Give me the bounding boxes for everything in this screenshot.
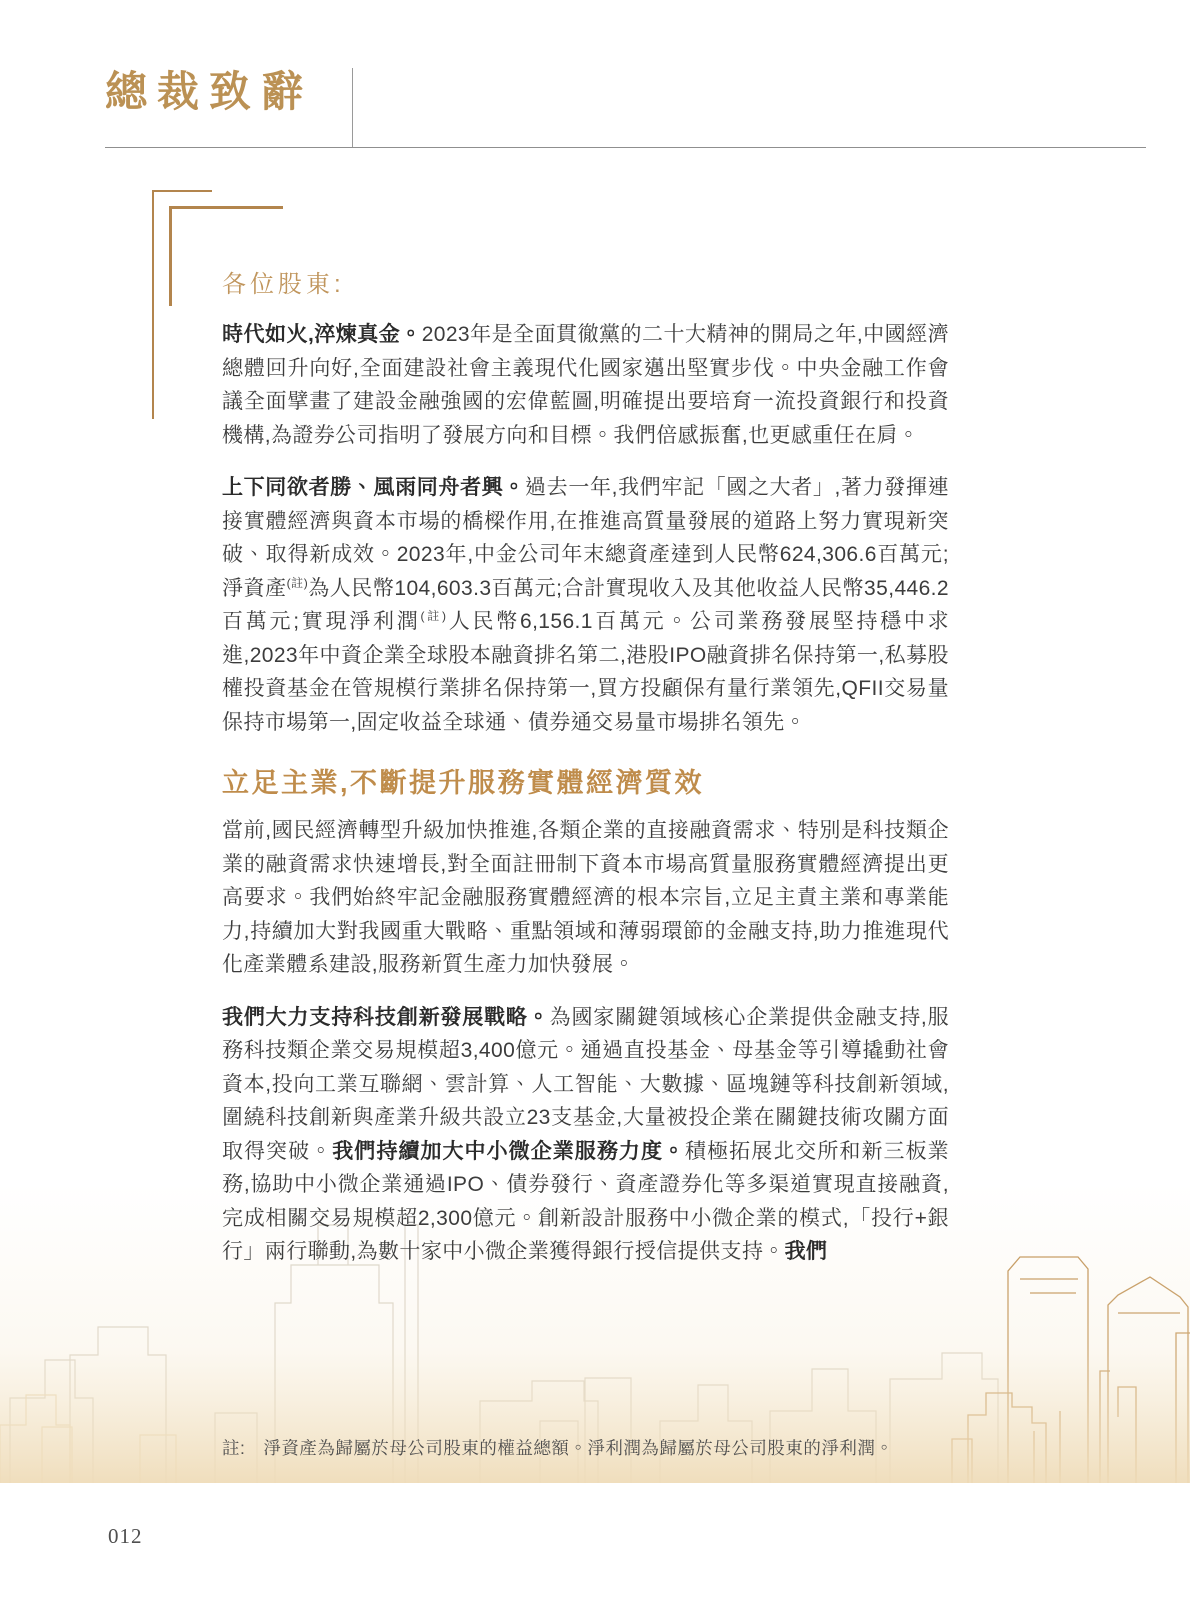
section-heading: 立足主業,不斷提升服務實體經濟質效 bbox=[222, 768, 705, 798]
paragraph-1-text: 2023年是全面貫徹黨的二十大精神的開局之年,中國經濟總體回升向好,全面建設社會主義現代化國家邁出堅實步伐。中央金融工作會議全面擘畫了建設金融強國的宏偉藍圖,明確提出要培育一流投資銀行和投資機構,為證券公司指明了發展方向和目標。我們倍感振奮,也更感重任在肩。 bbox=[222, 323, 949, 447]
title-horizontal-rule bbox=[105, 147, 1146, 148]
footnote-marker: (註) bbox=[286, 575, 309, 590]
title-vertical-rule bbox=[352, 68, 353, 147]
letter-body bbox=[222, 318, 949, 1288]
paragraph-1-lead: 時代如火,淬煉真金。 bbox=[222, 323, 422, 346]
footnote-label: 註: bbox=[222, 1438, 246, 1458]
salutation: 各位股東: bbox=[222, 271, 345, 298]
paragraph-4-text-1: 為國家關鍵領域核心企業提供金融支持,服務科技類企業交易規模超3,400億元。通過直投基金、母基金等引導撬動社會資本,投向工業互聯網、雲計算、人工智能、大數據、區塊鏈等科技創新領域,圍繞科技創新與產業升級共設立23支基金,大量被投企業在關鍵技術攻關方面取得突破。 bbox=[222, 1005, 950, 1163]
paragraph-3-text: 當前,國民經濟轉型升級加快推進,各類企業的直接融資需求、特別是科技類企業的融資需求快速增長,對全面註冊制下資本市場高質量服務實體經濟提出更高要求。我們始終牢記金融服務實體經濟的根本宗旨,立足主責主業和專業能力,持續加大對我國重大戰略、重點領域和薄弱環節的金融支持,助力推進現代化產業體系建設,服務新質生產力加快發展。 bbox=[222, 819, 949, 977]
footnote-marker: (註) bbox=[420, 609, 447, 623]
page-title: 總裁致辭 bbox=[105, 70, 314, 116]
paragraph-4-text-2: 積極拓展北交所和新三板業務,協助中小微企業通過IPO、債券發行、資產證券化等多渠道實現直接融資,完成相關交易規模超2,300億元。創新設計服務中小微企業的模式,「投行+銀行」兩行聯動,為數十家中小微企業獲得銀行授信提供支持。 bbox=[222, 1139, 949, 1264]
paragraph-4-lead: 我們大力支持科技創新發展戰略。 bbox=[222, 1005, 550, 1029]
paragraph-4-tail: 我們 bbox=[784, 1240, 828, 1264]
paragraph-2-text-3: 人民幣6,156.1百萬元。公司業務發展堅持穩中求進,2023年中資企業全球股本融資排名第二,港股IPO融資排名保持第一,私募股權投資基金在管規模行業排名保持第一,買方投顧保有量行業領先,QFII交易量保持市場第一,固定收益全球通、債券通交易量市場排名領先。 bbox=[222, 610, 949, 734]
footnote-text: 淨資產為歸屬於母公司股東的權益總額。淨利潤為歸屬於母公司股東的淨利潤。 bbox=[263, 1438, 894, 1458]
paragraph-2-lead: 上下同欲者勝、風雨同舟者興。 bbox=[222, 476, 526, 499]
paragraph-2-text-1: 過去一年,我們牢記「國之大者」,著力發揮連接實體經濟與資本市場的橋樑作用,在推進高質量發展的道路上努力實現新突破、取得新成效。2023年,中金公司年末總資產達到人民幣624,306.6百萬元;淨資產 bbox=[222, 476, 949, 600]
page-number: 012 bbox=[108, 1524, 143, 1548]
paragraph-2-text-2: 為人民幣104,603.3百萬元;合計實現收入及其他收益人民幣35,446.2百萬元;實現淨利潤 bbox=[222, 576, 949, 633]
footnote bbox=[222, 1435, 982, 1460]
paragraph-3 bbox=[222, 814, 949, 982]
paragraph-1 bbox=[222, 318, 949, 452]
paragraph-4-lead-2: 我們持續加大中小微企業服務力度。 bbox=[332, 1139, 686, 1163]
paragraph-2 bbox=[222, 471, 949, 739]
paragraph-4 bbox=[222, 1001, 949, 1269]
